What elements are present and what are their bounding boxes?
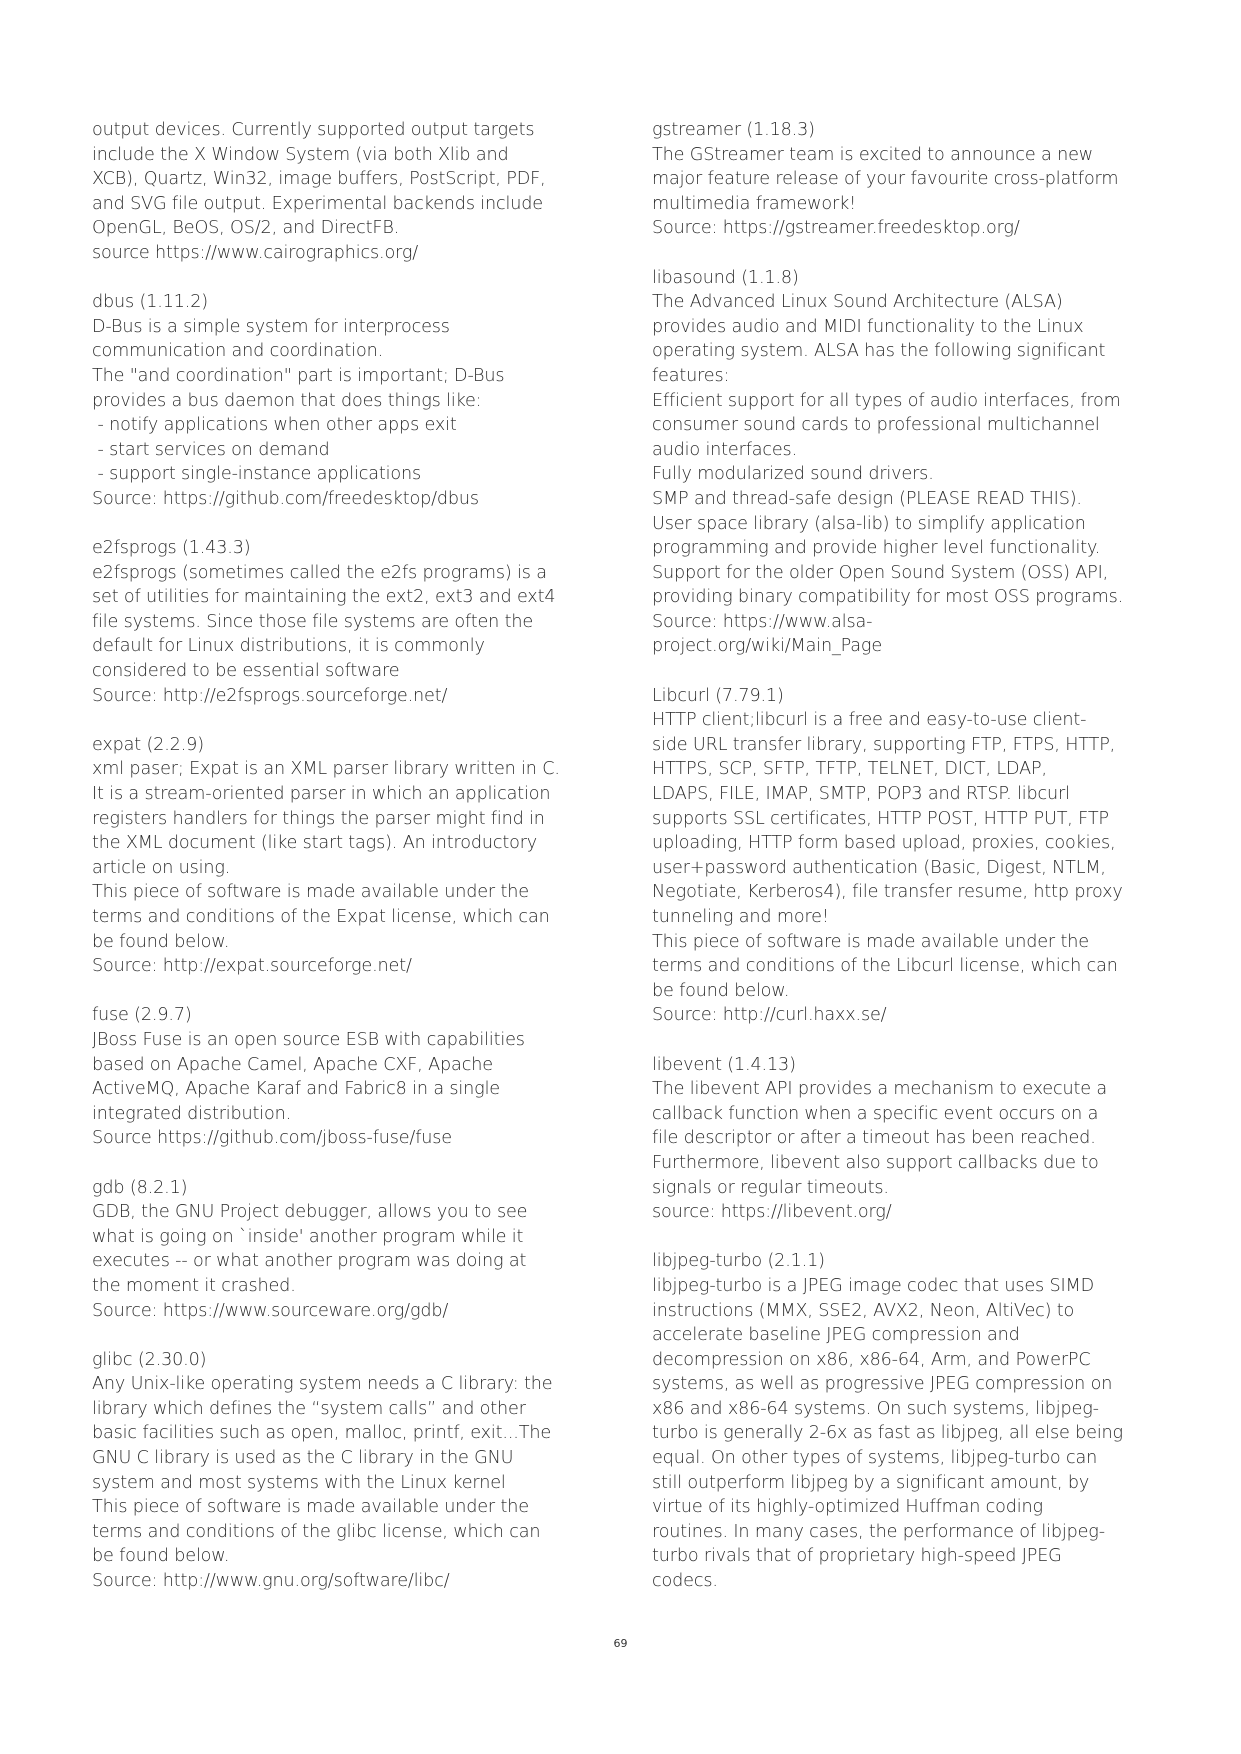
text-line: terms and conditions of the Expat license, which can (92, 907, 550, 927)
text-line: major feature release of your favourite cross-platform (652, 169, 1119, 190)
text-line: terms and conditions of the Libcurl license, which can (652, 956, 1118, 977)
text-line: registers handlers for things the parser might find in (92, 808, 545, 829)
entry-title: dbus (1.11.2) (92, 292, 208, 313)
text-line: be found below. (652, 980, 790, 1001)
text-line: instructions (MMX, SSE2, AVX2, Neon, AltiVec) to (652, 1300, 1075, 1321)
entry-title: expat (2.2.9) (92, 734, 204, 755)
text-line: turbo is generally 2-6x as fast as libjpeg, all else being (652, 1423, 1123, 1444)
license-entry (652, 1053, 1172, 1225)
text-line: - notify applications when other apps exit (92, 415, 457, 436)
entry-title: e2fsprogs (1.43.3) (92, 538, 251, 559)
text-line: Source: https://www.alsa- (652, 611, 873, 632)
text-line: Source: http://expat.sourceforge.net/ (92, 956, 412, 977)
text-line: virtue of its highly-optimized Huffman coding (652, 1497, 1043, 1518)
text-line: routines. In many cases, the performance of libjpeg- (652, 1521, 1105, 1542)
text-line: decompression on x86, x86-64, Arm, and PowerPC (652, 1349, 1091, 1370)
text-line: features: (652, 365, 730, 386)
text-line: The libevent API provides a mechanism to execute a (652, 1079, 1107, 1100)
right-text-column (652, 118, 1172, 1618)
text-line: Source: https://www.sourceware.org/gdb/ (92, 1300, 449, 1321)
license-entry (92, 733, 612, 979)
text-line: Efficient support for all types of audio interfaces, from (652, 390, 1121, 411)
text-line: considered to be essential software (92, 661, 400, 682)
text-line: signals or regular timeouts. (652, 1177, 889, 1198)
text-line: Source: http://www.gnu.org/software/libc/ (92, 1571, 450, 1592)
text-line: the XML document (like start tags). An introductory (92, 833, 538, 854)
text-line: programming and provide higher level functionality. (652, 538, 1101, 559)
text-line: HTTPS, SCP, SFTP, TFTP, TELNET, DICT, LDAP, (652, 759, 1047, 780)
text-line: system and most systems with the Linux kernel (92, 1472, 506, 1493)
text-line: provides audio and MIDI functionality to the Linux (652, 316, 1084, 337)
text-line: file systems. Since those file systems are often the (92, 611, 534, 632)
entry-title: libasound (1.1.8) (652, 267, 799, 288)
entry-title: fuse (2.9.7) (92, 1005, 192, 1026)
text-line: This piece of software is made available under the (652, 931, 1089, 952)
text-line: side URL transfer library, supporting FTP, FTPS, HTTP, (652, 734, 1116, 755)
text-line: uploading, HTTP form based upload, proxies, cookies, (652, 833, 1116, 854)
entry-title: glibc (2.30.0) (92, 1349, 207, 1370)
text-line: The Advanced Linux Sound Architecture (ALSA) (652, 292, 1063, 313)
text-line: It is a stream-oriented parser in which an application (92, 784, 551, 805)
license-entry (92, 290, 612, 511)
text-line: Source: http://e2fsprogs.sourceforge.net/ (92, 685, 448, 706)
text-line: LDAPS, FILE, IMAP, SMTP, POP3 and RTSP. libcurl (652, 784, 1070, 805)
text-line: Fully modularized sound drivers. (652, 464, 934, 485)
text-line: Source: https://gstreamer.freedesktop.org/ (652, 218, 1020, 239)
entry-title: gdb (8.2.1) (92, 1177, 188, 1198)
license-entry (92, 1348, 612, 1594)
entry-title: libevent (1.4.13) (652, 1054, 796, 1075)
text-line: OpenGL, BeOS, OS/2, and DirectFB. (92, 218, 400, 239)
left-text-column (92, 118, 612, 1618)
text-line: multimedia framework! (652, 193, 857, 214)
license-entry (92, 1176, 612, 1324)
text-line: Source: http://curl.haxx.se/ (652, 1005, 887, 1026)
text-line: be found below. (92, 931, 230, 952)
text-line: communication and coordination. (92, 341, 384, 362)
text-line: audio interfaces. (652, 439, 798, 460)
license-entry (652, 1249, 1172, 1593)
text-line: Source https://github.com/jboss-fuse/fuse (92, 1128, 452, 1149)
text-line: supports SSL certificates, HTTP POST, HTTP PUT, FTP (652, 808, 1109, 829)
text-line: providing binary compatibility for most OSS programs. (652, 587, 1124, 608)
text-line: turbo rivals that of proprietary high-speed JPEG (652, 1546, 1062, 1567)
entry-title: libjpeg-turbo (2.1.1) (652, 1251, 825, 1272)
text-line: e2fsprogs (sometimes called the e2fs programs) is a (92, 562, 547, 583)
license-entry (652, 118, 1172, 241)
text-line: provides a bus daemon that does things like: (92, 390, 482, 411)
text-line: callback function when a specific event occurs on a (652, 1103, 1099, 1124)
text-line: D-Bus is a simple system for interprocess (92, 316, 450, 337)
text-line: source https://www.cairographics.org/ (92, 242, 419, 263)
text-line: ActiveMQ, Apache Karaf and Fabric8 in a single (92, 1079, 500, 1100)
text-line: xml paser; Expat is an XML parser library written in C. (92, 759, 560, 780)
text-line: based on Apache Camel, Apache CXF, Apache (92, 1054, 493, 1075)
text-line: tunneling and more! (652, 907, 829, 927)
text-line: source: https://libevent.org/ (652, 1202, 892, 1223)
text-line: default for Linux distributions, it is commonly (92, 636, 485, 657)
license-entry (92, 536, 612, 708)
text-line: Source: https://github.com/freedesktop/dbus (92, 488, 479, 509)
license-entry (652, 266, 1172, 660)
text-line: include the X Window System (via both Xlib and (92, 144, 509, 165)
text-line: systems, as well as progressive JPEG compression on (652, 1374, 1113, 1395)
text-line: Any Unix-like operating system needs a C library: the (92, 1374, 553, 1395)
text-line: project.org/wiki/Main_Page (652, 636, 882, 657)
text-line: equal. On other types of systems, libjpeg-turbo can (652, 1448, 1098, 1469)
text-line: what is going on `inside' another program while it (92, 1226, 524, 1247)
text-line: set of utilities for maintaining the ext2, ext3 and ext4 (92, 587, 556, 608)
text-line: still outperform libjpeg by a significant amount, by (652, 1472, 1090, 1493)
entry-title: Libcurl (7.79.1) (652, 685, 784, 706)
text-line: consumer sound cards to professional multichannel (652, 415, 1100, 436)
text-line: x86 and x86-64 systems. On such systems, libjpeg- (652, 1398, 1099, 1419)
text-line: HTTP client;libcurl is a free and easy-to-use client- (652, 710, 1087, 731)
text-line: libjpeg-turbo is a JPEG image codec that uses SIMD (652, 1275, 1094, 1296)
license-entry (92, 1003, 612, 1151)
text-line: executes -- or what another program was doing at (92, 1251, 527, 1272)
text-line: GDB, the GNU Project debugger, allows you to see (92, 1202, 528, 1223)
text-line: file descriptor or after a timeout has been reached. (652, 1128, 1096, 1149)
text-line: This piece of software is made available under the (92, 1497, 529, 1518)
text-line: be found below. (92, 1546, 230, 1567)
text-line: The GStreamer team is excited to announce a new (652, 144, 1093, 165)
text-line: This piece of software is made available under the (92, 882, 529, 903)
page-number: 69 (613, 1637, 628, 1650)
text-line: Support for the older Open Sound System (OSS) API, (652, 562, 1109, 583)
text-line: codecs. (652, 1571, 718, 1592)
text-line: JBoss Fuse is an open source ESB with capabilities (92, 1029, 525, 1050)
text-line: GNU C library is used as the C library in the GNU (92, 1448, 514, 1469)
text-line: output devices. Currently supported output targets (92, 120, 535, 140)
text-line: library which defines the “system calls” and other (92, 1398, 526, 1419)
text-line: SMP and thread-safe design (PLEASE READ THIS). (652, 488, 1082, 509)
license-entry (652, 684, 1172, 1028)
text-line: user+password authentication (Basic, Digest, NTLM, (652, 857, 1106, 878)
text-line: User space library (alsa-lib) to simplify application (652, 513, 1086, 534)
license-entry (92, 118, 612, 266)
entry-title: gstreamer (1.18.3) (652, 120, 815, 140)
text-line: operating system. ALSA has the following significant (652, 341, 1106, 362)
text-line: - support single-instance applications (92, 464, 421, 485)
text-line: article on using. (92, 857, 231, 878)
text-line: Negotiate, Kerberos4), file transfer resume, http proxy (652, 882, 1123, 903)
text-line: terms and conditions of the glibc license, which can (92, 1521, 541, 1542)
text-line: and SVG file output. Experimental backends include (92, 193, 543, 214)
text-line: - start services on demand (92, 439, 330, 460)
text-line: Furthermore, libevent also support callbacks due to (652, 1152, 1099, 1173)
text-line: the moment it crashed. (92, 1275, 296, 1296)
text-line: accelerate baseline JPEG compression and (652, 1325, 1020, 1346)
text-line: The "and coordination" part is important; D-Bus (92, 365, 505, 386)
text-line: integrated distribution. (92, 1103, 292, 1124)
text-line: XCB), Quartz, Win32, image buffers, PostScript, PDF, (92, 169, 546, 190)
text-line: basic facilities such as open, malloc, printf, exit...The (92, 1423, 552, 1444)
